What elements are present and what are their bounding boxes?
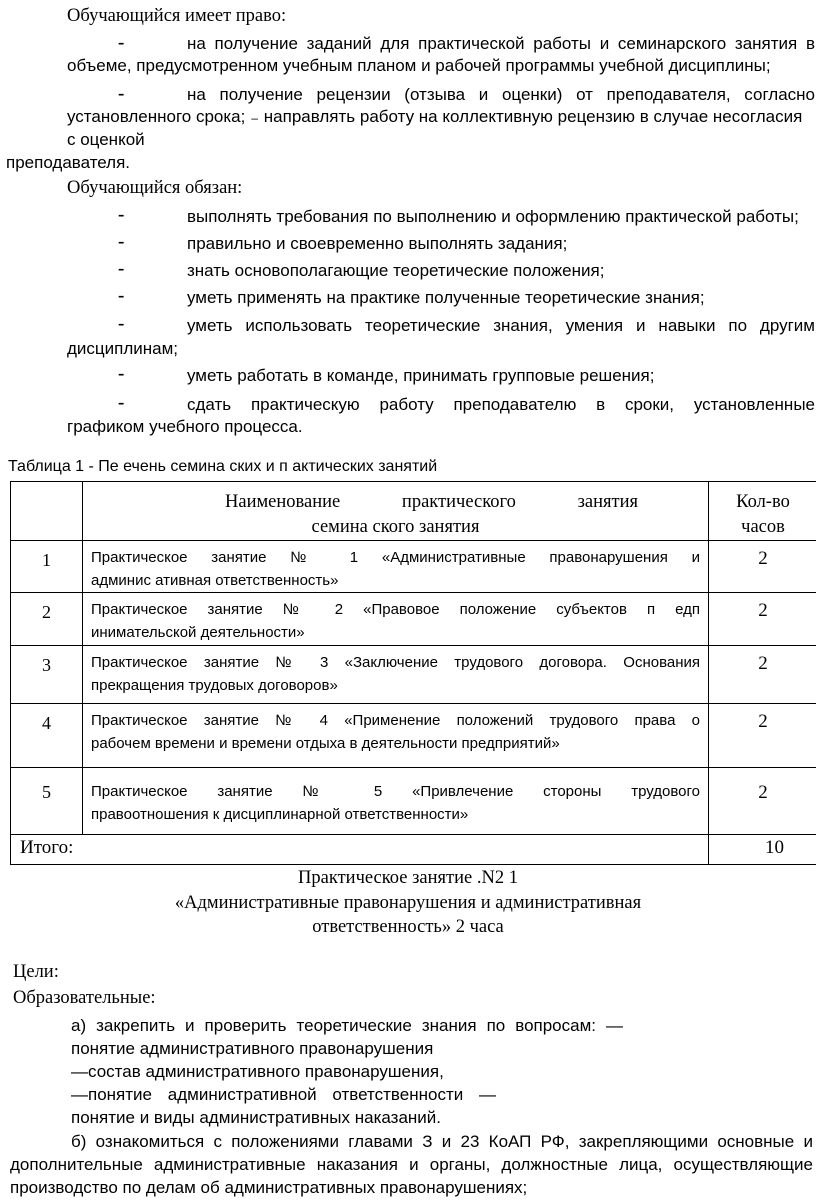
total-label: Итого: (11, 835, 709, 865)
duties-item5-line2: дисциплинам; (67, 339, 179, 358)
row-number: 3 (11, 646, 83, 704)
total-value: 10 (709, 835, 816, 865)
row-hours: 2 (709, 646, 816, 704)
table-header-row (11, 482, 816, 541)
header-hours-line2: часов (741, 517, 785, 537)
goals-b-line2: дополнительные административные наказания и органы, должностные лица, осуществляющие (10, 1155, 813, 1174)
row-lesson-name (83, 541, 709, 593)
row-hours: 2 (709, 768, 816, 835)
row-name-line2: инимательской деятельности» (91, 624, 305, 641)
duties-item6: уметь работать в команде, принимать групповые решения; (187, 366, 655, 385)
row-name-line1: Практическое занятие № 4 «Применение положений трудового права о (91, 712, 700, 729)
bullet-dash: - (118, 392, 125, 413)
goals-a-line2: понятие административного правонарушения (71, 1039, 434, 1058)
row-name-line2: рабочем времени и времени отдыха в деятельности предприятий» (91, 735, 560, 752)
table-row (11, 704, 816, 768)
goals-b-line1: б) ознакомиться с положениями главами З и 23 КоАП РФ, закрепляющими основные и (71, 1132, 813, 1151)
rights-item1-line2: объеме, предусмотренном учебным планом и рабочей программы учебной дисциплины; (67, 56, 771, 75)
goals-heading: Цели: (13, 962, 59, 982)
header-name-line2: семина ского занятия (311, 517, 480, 537)
row-number: 2 (11, 593, 83, 646)
table-row (11, 768, 816, 835)
table-row (11, 541, 816, 593)
bullet-dash: - (118, 32, 125, 53)
bullet-dash: - (118, 363, 125, 384)
bullet-dash: - (118, 285, 125, 306)
lesson-title-line1: Практическое занятие .N2 1 (298, 868, 518, 888)
goals-b-line3: производство по делам об административных правонарушениях; (10, 1178, 528, 1197)
goals-a-line1: а) закрепить и проверить теоретические знания по вопросам: — (71, 1016, 623, 1035)
lessons-table (10, 481, 816, 865)
rights-item2-line4: преподавателя. (6, 153, 131, 172)
bullet-dash: - (118, 313, 125, 334)
lesson-title-line2: «Административные правонарушения и административная (174, 893, 642, 913)
goals-a-line4: —понятие административной ответственности — (71, 1085, 496, 1104)
duties-item3: знать основополагающие теоретические положения; (187, 261, 605, 280)
rights-item2-line1: на получение рецензии (отзыва и оценки) от преподавателя, согласно (187, 85, 815, 104)
rights-heading: Обучающийся имеет право: (67, 6, 287, 26)
duties-item5-line1: уметь использовать теоретические знания, умения и навыки по другим (187, 316, 815, 335)
row-number: 4 (11, 704, 83, 768)
row-number: 5 (11, 768, 83, 835)
duties-item4: уметь применять на практике полученные теоретические знания; (187, 288, 705, 307)
row-lesson-name (83, 768, 709, 835)
header-name-cell (83, 482, 709, 541)
goals-a-line5: понятие и виды административных наказаний. (71, 1108, 441, 1127)
bullet-dash: - (118, 204, 125, 225)
duties-heading: Обучающийся обязан: (67, 178, 243, 198)
duties-item1: выполнять требования по выполнению и оформлению практической работы; (187, 207, 799, 226)
goals-a-line3: —состав административного правонарушения, (71, 1062, 444, 1081)
rights-item2-line2: установленного срока; ₋ направлять работу на коллективную рецензию в случае несогласия (67, 107, 803, 126)
bullet-dash: - (118, 83, 125, 104)
row-name-line2: правоотношения к дисциплинарной ответственности» (91, 806, 469, 823)
row-name-line1: Практическое занятие № 2 «Правовое положение субъектов п едп (91, 601, 700, 618)
row-lesson-name (83, 593, 709, 646)
duties-item7-line1: сдать практическую работу преподавателю в сроки, установленные (187, 395, 815, 414)
header-num-cell (11, 482, 83, 541)
row-hours: 2 (709, 593, 816, 646)
row-name-line1: Практическое занятие № 5 «Привлечение стороны трудового (91, 783, 700, 800)
rights-item1-line1: на получение заданий для практической работы и семинарского занятия в (187, 34, 815, 53)
duties-item7-line2: графиком учебного процесса. (67, 417, 303, 436)
row-name-line2: прекращения трудовых договоров» (91, 677, 338, 694)
row-name-line1: Практическое занятие № 3 «Заключение трудового договора. Основания (91, 654, 700, 671)
table-caption: Таблица 1 - Пе ечень семина ских и п актических занятий (8, 458, 438, 475)
table-row (11, 646, 816, 704)
goals-subheading: Образовательные: (13, 988, 156, 1008)
lesson-title-line3: ответственность» 2 часа (312, 917, 504, 937)
bullet-dash: - (118, 231, 125, 252)
row-name-line2: админис ативная ответственность» (91, 572, 339, 589)
row-hours: 2 (709, 541, 816, 593)
header-name-line1: Наименование практического занятия (225, 492, 638, 512)
row-lesson-name (83, 646, 709, 704)
table-total-row (11, 835, 816, 865)
row-number: 1 (11, 541, 83, 593)
bullet-dash: - (118, 258, 125, 279)
row-lesson-name (83, 704, 709, 768)
header-hours-line1: Кол-во (736, 492, 790, 512)
table-row (11, 593, 816, 646)
header-hours-cell (709, 482, 816, 541)
rights-item2-line3: с оценкой (67, 130, 145, 149)
duties-item2: правильно и своевременно выполнять задания; (187, 234, 568, 253)
row-hours: 2 (709, 704, 816, 768)
row-name-line1: Практическое занятие № 1 «Административные правонарушения и (91, 549, 700, 566)
